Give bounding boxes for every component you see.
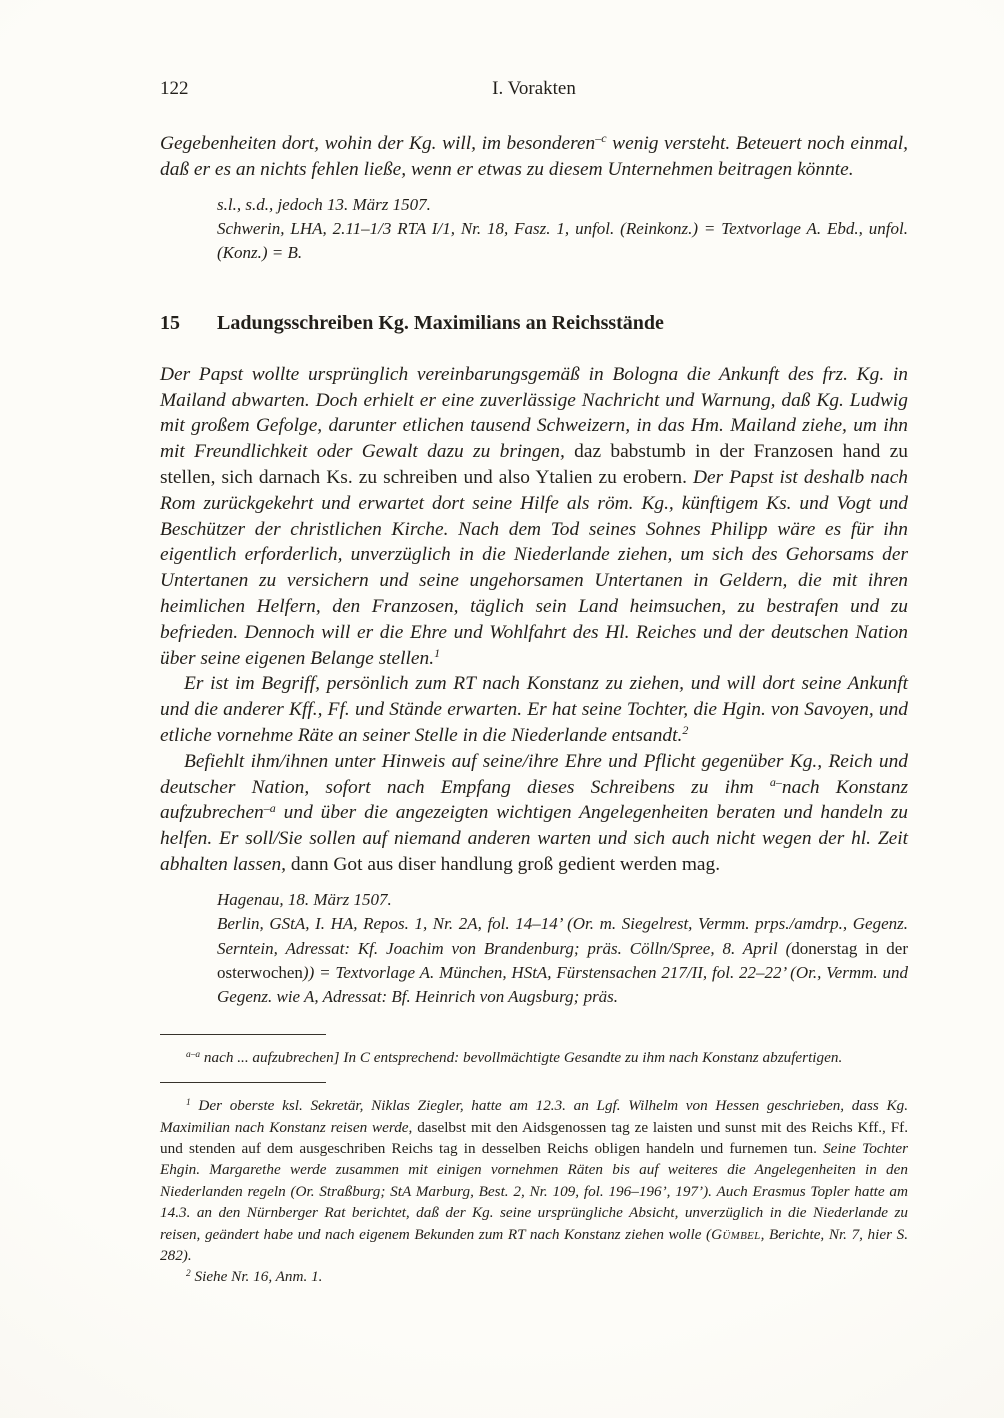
footnote-separator-rule [160,1082,326,1083]
text-run: daselbst mit den Aidsgenossen tag ze laisten und sunst mit des Reichs Kff., Ff. und stenden auf dem ausgeschriben Reichs tag in desselben Reichs obligen handeln und furnemen tun. [160,1118,908,1157]
text-run: , Berichte, Nr. 7, hier S. 282). [160,1225,909,1265]
text-run: nach ... aufzubrechen] In C entsprechend: bevollmächtigte Gesandte zu ihm nach Konstanz abzufertigen. [200,1048,843,1066]
source-note-bottom [217,888,908,1010]
superscript-marker: –a [263,800,276,815]
page-header [160,76,908,101]
text-run: Gegebenheiten dort, wohin der Kg. will, im besonderen [160,133,596,154]
source-note-top [217,193,908,266]
text-run: s.l., s.d., jedoch 13. März 1507. [217,194,431,214]
text-run: Siehe Nr. 16, Anm. 1. [190,1268,323,1286]
page-number: 122 [160,78,189,99]
footnote-1 [160,1095,908,1266]
document-number: 15 [160,311,180,334]
summary-paragraph-1 [160,362,908,672]
text-run: donerstag in der osterwochen [217,938,908,982]
text-run: Hagenau, 18. März 1507. [217,889,392,909]
text-run: )) = Textvorlage A. München, HStA, Fürstensachen 217/II, fol. 22–22’ (Or., Vermm. und Gegenz. wie A, Adressat: Bf. Heinrich von Augsburg; präs. [217,962,908,1007]
superscript-marker: 1 [186,1098,191,1109]
text-run: dann Got aus diser handlung groß gedient werden mag. [290,853,721,875]
text-run: Er ist im Begriff, persönlich zum RT nach Konstanz zu ziehen, und will dort seine Ankunft und die anderer Kff., Ff. und Stände erwarten. Er hat seine Tochter, die Hgin. von Savoyen, und etliche vornehme Räte an seiner Stelle in die Niederlande entsandt. [160,673,908,746]
superscript-marker: 2 [186,1269,191,1280]
apparatus-separator-rule [160,1034,326,1035]
footnote-2 [160,1266,908,1287]
text-run: Der Papst ist deshalb nach Rom zurückgekehrt und erwartet dort seine Hilfe als röm. Kg., künftigem Ks. und Vogt und Beschützer der christlichen Kirche. Nach dem Tod seines Sohnes Philipp wäre es für ihn eigentlich erforderlich, unverzüglich in die Niederlande ziehen, um sich des Gehorsams der Untertanen zu versichern und seine ungehorsamen Untertanen in Geldern, die mit ihren heimlichen Helfern, den Franzosen, täglich sein Land heimsuchen, zu bestrafen und zu befrieden. Dennoch will er die Ehre und Wohlfahrt des Hl. Reiches und der deutschen Nation über seine eigenen Belange stellen. [160,467,908,669]
document-heading [160,310,908,336]
text-run: und über die angezeigten wichtigen Angelegenheiten beraten und handeln zu helfen. Er soll/Sie sollen auf niemand anderen warten und sich auch nicht wegen der hl. Zeit abhalten lassen, [160,802,908,875]
running-head: I. Vorakten [492,78,576,99]
summary-paragraph-2 [160,671,908,748]
summary-paragraph-3 [160,749,908,878]
text-run: wenig versteht. Beteuert noch einmal, daß er es an nichts fehlen ließe, wenn er etwas zu diesem Unternehmen beitragen könnte. [160,133,908,180]
text-run: Befiehlt ihm/ihnen unter Hinweis auf seine/ihre Ehre und Pflicht gegenüber Kg., Reich und deutscher Nation, sofort nach Empfang dieses Schreibens zu ihm [160,750,908,798]
text-run: Berlin, GStA, I. HA, Repos. 1, Nr. 2A, fol. 14–14’ (Or. m. Siegelrest, Vermm. prps./amdrp., Gegenz. Serntein, Adressat: Kf. Joachim von Brandenburg; präs. Cölln/Spree, 8. April ( [217,914,908,958]
source-reference [217,217,908,266]
superscript-marker: 1 [434,645,441,660]
text-run: Der Papst wollte ursprünglich vereinbarungsgemäß in Bologna die Ankunft des frz. Kg. in Mailand abwarten. Doch erhielt er eine zuverlässige Nachricht und Warnung, daß Kg. Ludwig mit großem Gefolge, darunter etlichen tausend Schweizern, in das Hm. Mailand ziehe, um ihn mit Freundlichkeit oder Gewalt dazu zu bringen, [160,363,908,463]
superscript-marker: –c [595,131,607,146]
apparatus-note-a [160,1047,908,1068]
source-dateline [217,193,908,217]
superscript-marker: a– [769,774,782,789]
text-run: Der oberste ksl. Sekretär, Niklas Ziegler, hatte am 12.3. an Lgf. Wilhelm von Hessen geschrieben, dass Kg. Maximilian nach Konstanz reisen werde, [160,1097,908,1136]
text-run: Gümbel [711,1225,761,1243]
text-run: Schwerin, LHA, 2.11–1/3 RTA I/1, Nr. 18, Fasz. 1, unfol. (Reinkonz.) = Textvorlage A. Ebd., unfol. (Konz.) = B. [217,219,908,263]
source-reference [217,912,908,1010]
document-title: Ladungsschreiben Kg. Maximilians an Reichsstände [217,311,664,334]
paragraph-continuation [160,131,908,183]
superscript-marker: 2 [682,723,689,738]
source-dateline [217,888,908,912]
text-run: daz babstumb in der Franzosen hand zu stellen, sich darnach Ks. zu schreiben und also Ytalien zu erobern. [160,441,908,488]
text-run: nach Konstanz aufzubrechen [160,776,908,824]
text-run: Seine Tochter Ehgin. Margarethe werde zusammen mit einigen vornehmen Räten bis auf weiteres die Angelegenheiten in den Niederlanden regeln (Or. Straßburg; StA Marburg, Best. 2, Nr. 109, fol. 196–196’, 197’). Auch Erasmus Topler hatte am 14.3. an den Nürnberger Rat berichtet, daß der Kg. seine ursprüngliche Absicht, unverzüglich in die Niederlande zu reisen, geändert habe und nach eigenem Bekunden zum RT nach Konstanz ziehen wolle ( [160,1140,908,1243]
superscript-marker: a–a [186,1049,201,1060]
